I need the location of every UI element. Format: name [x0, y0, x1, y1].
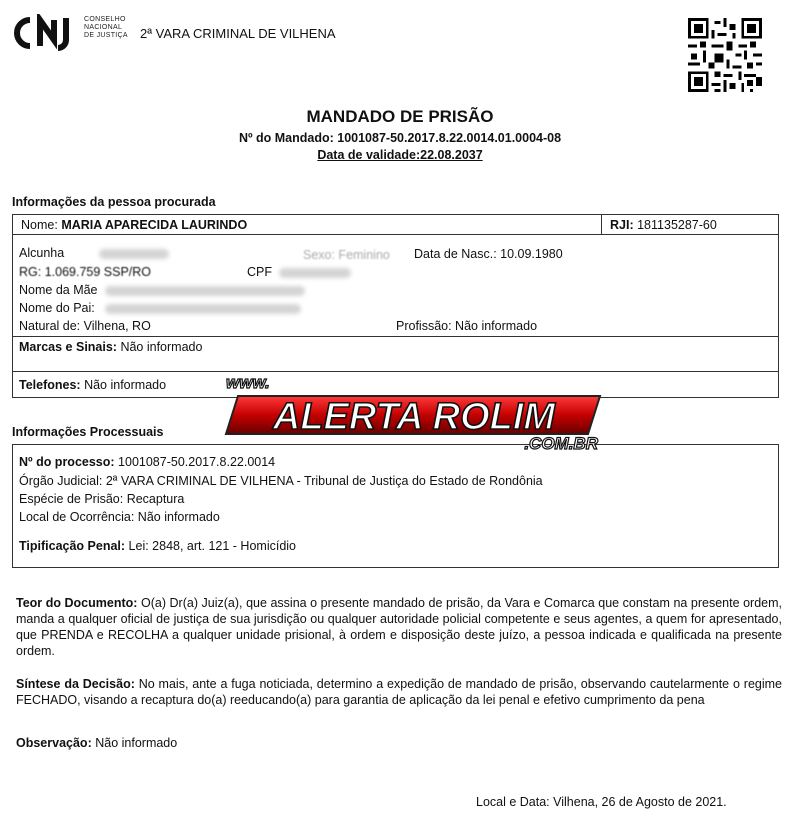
person-name: MARIA APARECIDA LAURINDO	[61, 218, 248, 232]
rji-cell: RJI: 181135287-60	[601, 214, 779, 235]
redacted-mother	[105, 286, 305, 296]
natural-field: Natural de: Vilhena, RO	[19, 319, 151, 333]
arrest-type: Espécie de Prisão: Recaptura	[19, 492, 185, 506]
redacted-father	[105, 304, 301, 314]
qr-code-icon	[688, 18, 762, 92]
decision-summary: Síntese da Decisão: No mais, ante a fuga noticiada, determino a expedição de mandado de prisão, observando cautelarmente o regime FECHADO, visando a recaptura do(a) reeducando(a) para garantia de aplicação da lei penal e efetivo cumprimento da pena	[16, 677, 782, 707]
cpf-label: CPF	[247, 265, 272, 279]
process-details-box: Nº do processo: 1001087-50.2017.8.22.0014 Órgão Judicial: 2ª VARA CRIMINAL DE VILHENA - Tribunal de Justiça do Estado de Rondônia Espécie de Prisão: Recaptura Local de Ocorrência: Não informado Tipificação Penal: Lei: 2848, art. 121 - Homicídio	[12, 444, 779, 568]
person-section-title: Informações da pessoa procurada	[12, 195, 216, 209]
judicial-organ: Órgão Judicial: 2ª VARA CRIMINAL DE VILHENA - Tribunal de Justiça do Estado de Rondônia	[19, 474, 543, 488]
mother-label: Nome da Mãe	[19, 283, 98, 297]
organization-name: CONSELHO NACIONAL DE JUSTIÇA	[84, 16, 128, 39]
father-label: Nome do Pai:	[19, 301, 95, 315]
alerta-rolim-watermark	[222, 372, 612, 454]
validity-date: Data de validade:22.08.2037	[317, 148, 483, 162]
redacted-alias	[99, 249, 169, 259]
penal-typification: Lei: 2848, art. 121 - Homicídio	[128, 539, 296, 553]
svg-text:www.: www.	[226, 373, 270, 392]
document-title: MANDADO DE PRISÃO	[306, 107, 494, 126]
sex-field: Sexo: Feminino	[303, 248, 390, 262]
place-and-date: Local e Data: Vilhena, 26 de Agosto de 2021.	[476, 795, 727, 809]
alias-label: Alcunha	[19, 246, 65, 260]
phones-value: Não informado	[84, 378, 167, 392]
warrant-number: Nº do Mandado: 1001087-50.2017.8.22.0014.01.0004-08	[238, 131, 562, 145]
person-details-box	[12, 234, 779, 337]
svg-text:ALERTA ROLIM: ALERTA ROLIM	[272, 396, 556, 438]
cnj-logo	[14, 14, 78, 52]
rg-field: RG: 1.069.759 SSP/RO	[19, 265, 152, 279]
court-name: 2ª VARA CRIMINAL DE VILHENA	[140, 26, 336, 41]
process-number: 1001087-50.2017.8.22.0014	[118, 455, 276, 469]
phones-box: Telefones: Não informado	[12, 371, 779, 398]
redacted-cpf	[279, 268, 351, 278]
rji-value: 181135287-60	[637, 218, 717, 232]
marks-value: Não informado	[120, 340, 203, 354]
marks-box: Marcas e Sinais: Não informado	[12, 336, 779, 372]
profession-field: Profissão: Não informado	[396, 319, 538, 333]
svg-text:.COM.BR: .COM.BR	[524, 434, 598, 453]
birth-date: Data de Nasc.: 10.09.1980	[414, 247, 563, 261]
occurrence-place: Local de Ocorrência: Não informado	[19, 510, 220, 524]
process-section-title: Informações Processuais	[12, 425, 164, 439]
document-content: Teor do Documento: O(a) Dr(a) Juiz(a), que assina o presente mandado de prisão, da Vara e Comarca que constam na presente ordem, manda a qualquer oficial de justiça de sua jurisdição ou qualquer autoridade policial competente e seus agentes, a quem for apresentado, que PRENDA e RECOLHA a qualquer unidade prisional, à ordem e disposição deste juízo, a pessoa indicada e qualificada na presente ordem.	[16, 596, 782, 658]
name-cell: Nome: MARIA APARECIDA LAURINDO	[12, 214, 602, 235]
observation: Observação: Não informado	[16, 736, 178, 750]
